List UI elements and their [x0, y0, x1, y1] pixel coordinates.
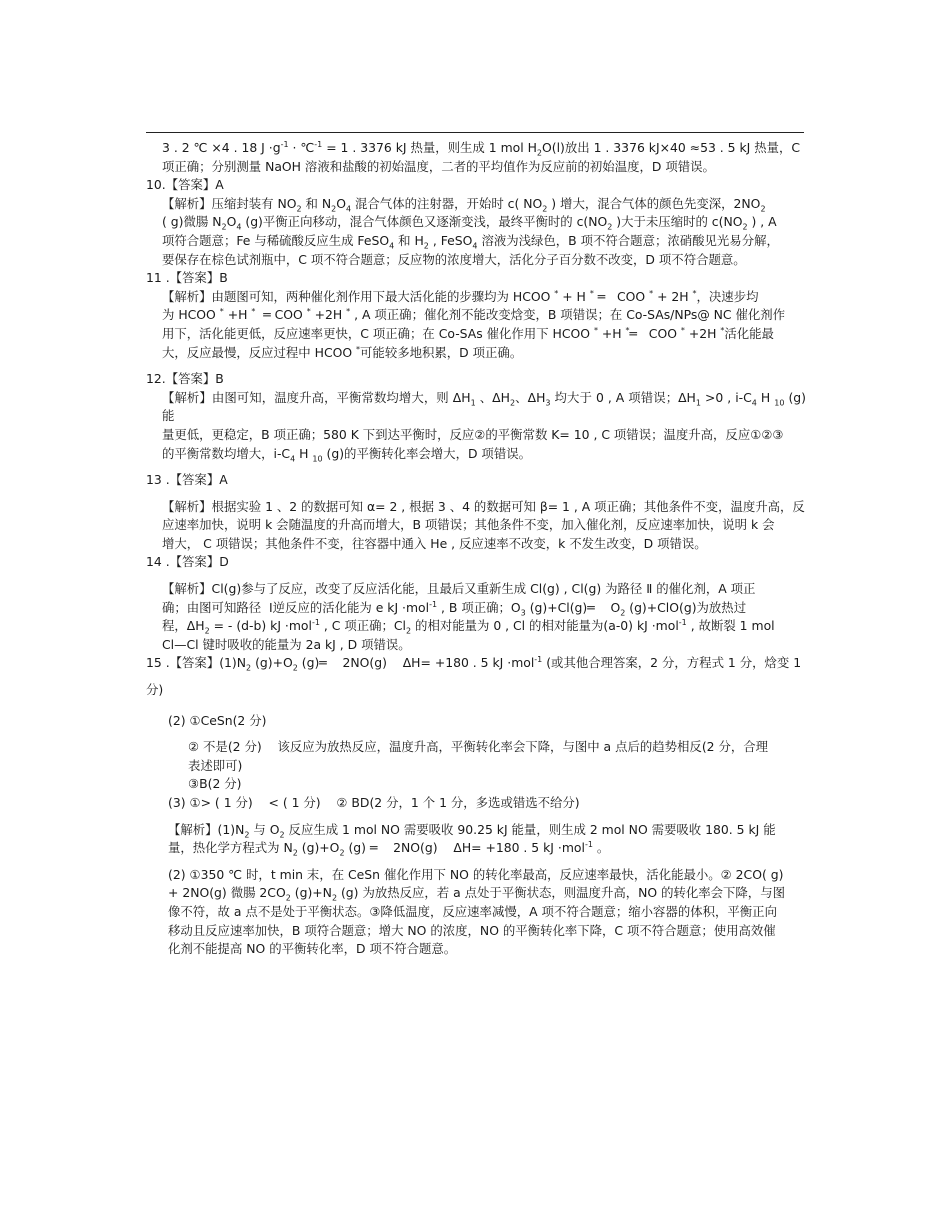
text-line: (2) ①350 ℃ 时，t min 末，在 CeSn 催化作用下 NO 的转化率最高，反应速率最快，活化能最小。② 2CO( g): [168, 866, 784, 882]
text-line: 移动且反应速率加快，B 项符合题意；增大 NO 的浓度，NO 的平衡转化率下降，C 项不符合题意；使用高效催: [168, 922, 776, 938]
text-line: 确；由图可知路径 Ⅰ逆反应的活化能为 e kJ ·mol$^{-1}$ , B 项正确；$O_3$ (g)+Cl(g)═ $O_2$ (g)+ClO(g)为放热过: [162, 599, 747, 618]
text-line: 应速率加快，说明 k 会随温度的升高而增大，B 项错误；其他条件不变，加入催化剂，反应速率加快，说明 k 会: [162, 517, 775, 533]
text-line: 【解析】由题图可知，两种催化剂作用下最大活化能的步骤均为 HCOO * + H * ═ COO * + 2H *，决速步均: [162, 288, 759, 304]
spacer: [146, 463, 806, 471]
text-line: 表述即可): [188, 757, 243, 773]
top-rule: [146, 132, 804, 133]
text-line: 要保存在棕色试剂瓶中，C 项不符合题意；反应物的浓度增大，活化分子百分数不改变，D 项不符合题意。: [162, 251, 746, 267]
text-line: 化剂不能提高 NO 的平衡转化率，D 项不符合题意。: [168, 941, 457, 957]
text-line: + 2NO(g) 微腸 $2CO_2$ $(g)+N_2$ (g) 为放热反应，若 a 点处于平衡状态，则温度升高，NO 的转化率会下降，与图: [168, 885, 785, 903]
text-line: 12.【答案】B: [146, 371, 224, 387]
text-line: 程，$\Delta H_2$ = - (d-b) kJ ·mol$^{-1}$ , C 项正确；$Cl_2$ 的相对能量为 0 , Cl 的相对能量为(a-0) kJ ·mol$^{-1}$ , 故断裂 1 mol: [162, 618, 775, 636]
text-line: 10.【答案】A: [146, 177, 224, 193]
text-line: 用下，活化能更低，反应速率更快，C 项正确；在 Co-SAs 催化作用下 HCOO * +H *═ COO * +2H *活化能最: [162, 325, 774, 341]
text-line: ② 不是(2 分) 该反应为放热反应，温度升高，平衡转化率会下降，与图中 a 点后的趋势相反(2 分，合理: [188, 739, 769, 755]
text-line: 为 HCOO * +H * ═ COO * +2H * , A 项正确；催化剂不能改变焓变，B 项错误；在 Co-SAs/NPs@ NC 催化剂作: [162, 307, 786, 323]
spacer: [146, 673, 806, 681]
text-line: ( g)微腸 $N_2O_4$ (g)平衡正向移动，混合气体颜色又逐渐变浅，最终平衡时的 $c(NO_2$ )大于未压缩时的 $c(NO_2$ ) , A: [162, 214, 777, 232]
text-line: 【解析】由图可知，温度升高，平衡常数均增大，则 $\Delta H_1$ 、$\Delta H_2$、$\Delta H_3$ 均大于 0 , A 项错误；$\Delta H_1 >0$ , $i-C_4$ H $_{10}$ (g)能: [162, 389, 806, 424]
text-line: 【解析】根据实验 1 、2 的数据可知 α= 2 , 根据 3 、4 的数据可知 β= 1 , A 项正确；其他条件不变，温度升高，反: [162, 498, 805, 514]
text-line: 增大， C 项错误；其他条件不变，往容器中通入 He , 反应速率不改变，k 不发生改变，D 项错误。: [162, 535, 707, 551]
text-line: 项正确；分别测量 NaOH 溶液和盐酸的初始温度，二者的平均值作为反应前的初始温度，D 项错误。: [162, 158, 715, 174]
text-line: 项符合题意；Fe 与稀硫酸反应生成 FeSO$_4$ 和 $H_2$ , FeSO$_4$ 溶液为浅绿色，B 项不符合题意；浓硝酸见光易分解，: [162, 232, 779, 251]
text-line: 14 .【答案】D: [146, 554, 229, 570]
document-body: [146, 139, 806, 959]
text-line: (3) ①> ( 1 分) < ( 1 分) ② BD(2 分，1 个 1 分，多选或错选不给分): [168, 795, 580, 810]
text-line: 量，热化学方程式为 $N_2$ $(g)+O_2$ (g) ═ 2NO(g) ΔH= +180 . 5 kJ ·mol$^{-1}$ 。: [168, 840, 610, 858]
text-line: 的平衡常数均增大，$i-C_4$ H $_{10}$ (g)的平衡转化率会增大，D 项错误。: [162, 445, 531, 463]
text-line: 13 .【答案】A: [146, 472, 228, 488]
spacer: [146, 730, 806, 738]
spacer: [146, 813, 806, 821]
text-line: (2) ①CeSn(2 分): [168, 712, 267, 728]
spacer: [146, 700, 806, 712]
text-line: 【解析】Cl(g)参与了反应，改变了反应活化能，且最后又重新生成 Cl(g) , Cl(g) 为路径 Ⅱ 的催化剂，A 项正: [162, 581, 756, 597]
spacer: [146, 490, 806, 498]
spacer: [146, 362, 806, 370]
text-line: 【解析】$(1)N_2$ 与 $O_2$ 反应生成 1 mol NO 需要吸收 90.25 kJ 能量，则生成 2 mol NO 需要吸收 180. 5 kJ 能: [168, 821, 776, 840]
text-line: 11 .【答案】B: [146, 270, 228, 286]
text-line: 像不符，故 a 点不是处于平衡状态。③降低温度，反应速率减慢，A 项不符合题意；缩小容器的体积，平衡正向: [168, 903, 777, 919]
text-line: 量更低，更稳定，B 项正确；580 K 下到达平衡时，反应②的平衡常数 K= 10 , C 项错误；温度升高，反应①②③: [162, 426, 784, 442]
text-line: 分): [146, 682, 164, 698]
text-line: 3 . 2 ℃ ×4 . 18 $J \cdot g^{-1}$ · ℃$^{-1}$ = 1 . 3376 kJ 热量，则生成 1 mol $H_2O(l)$放出 1 . 3376 kJ×40 ≈53 . 5 kJ 热量，C: [162, 139, 801, 158]
text-line: 15 .【答案】$(1)N_2$ $(g)+O_2$ (g)═ 2NO(g) ΔH= +180 . 5 kJ ·mol$^{-1}$ (或其他合理答案，2 分，方程式 1 分，焓变 1: [146, 655, 802, 673]
text-line: ③B(2 分): [188, 776, 242, 792]
text-line: 大，反应最慢，反应过程中 HCOO *可能较多地积累，D 项正确。: [162, 344, 523, 360]
text-line: Cl—Cl 键时吸收的能量为 2a kJ , D 项错误。: [162, 636, 411, 652]
text-line: 【解析】压缩封装有 $NO_2$ 和 $N_2O_4$ 混合气体的注射器，开始时 c( $NO_2$ ) 增大，混合气体的颜色先变深，$2NO_2$: [162, 195, 766, 214]
spacer: [146, 858, 806, 866]
spacer: [146, 572, 806, 580]
